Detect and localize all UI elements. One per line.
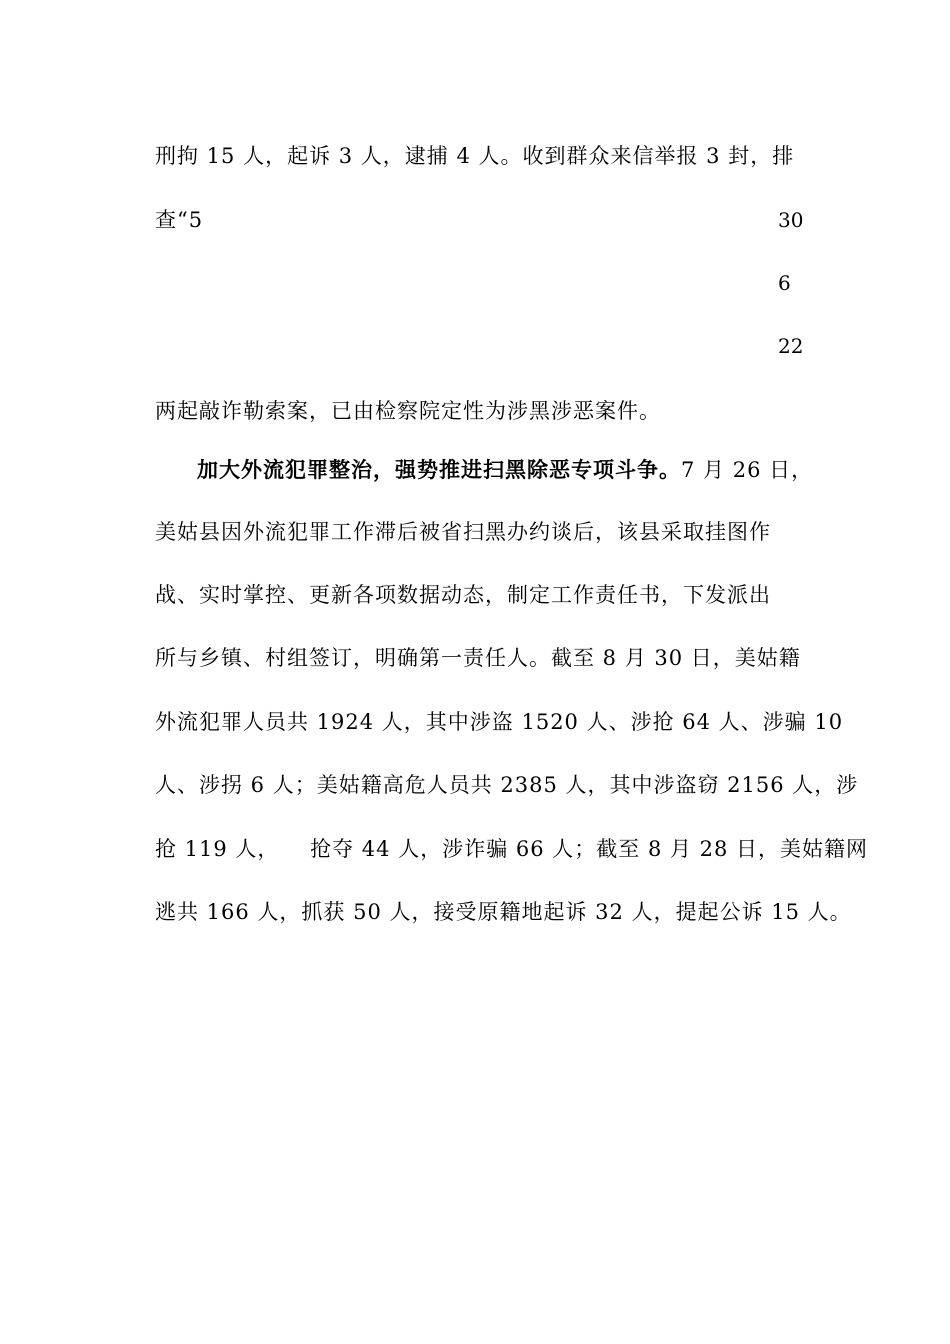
paragraph-2-line-2: 战、实时掌控、更新各项数据动态，制定工作责任书，下发派出 (155, 583, 771, 607)
paragraph-2-line-1: 美姑县因外流犯罪工作滞后被省扫黑办约谈后，该县采取挂图作 (155, 520, 771, 544)
paragraph-2-line-3: 所与乡镇、村组签订，明确第一责任人。截至 8 月 30 日，美姑籍 (155, 646, 801, 670)
margin-number-1: 30 (778, 208, 804, 232)
text-line-2: 查“5 (155, 208, 204, 232)
paragraph-2-line-7: 逃共 166 人，抓获 50 人，接受原籍地起诉 32 人，提起公诉 15 人。 (155, 900, 852, 924)
margin-number-3: 22 (778, 334, 804, 358)
paragraph-2-line-5: 人、涉拐 6 人；美姑籍高危人员共 2385 人，其中涉盗窃 2156 人，涉 (155, 773, 859, 797)
margin-number-2: 6 (778, 271, 791, 295)
paragraph-heading: 加大外流犯罪整治，强势推进扫黑除恶专项斗争。 (197, 457, 681, 482)
paragraph-2-line-6: 抢 119 人， 抢夺 44 人，涉诈骗 66 人；截至 8 月 28 日，美姑籍网 (155, 837, 869, 861)
paragraph-2-line-4: 外流犯罪人员共 1924 人，其中涉盗 1520 人、涉抢 64 人、涉骗 10 (155, 710, 844, 734)
paragraph-date: 7 月 26 日， (681, 458, 814, 482)
paragraph-2-first-line (197, 455, 813, 485)
text-line-3: 两起敲诈勒索案，已由检察院定性为涉黑涉恶案件。 (155, 399, 661, 423)
text-line-1: 刑拘 15 人，起诉 3 人，逮捕 4 人。收到群众来信举报 3 封，排 (155, 144, 795, 168)
